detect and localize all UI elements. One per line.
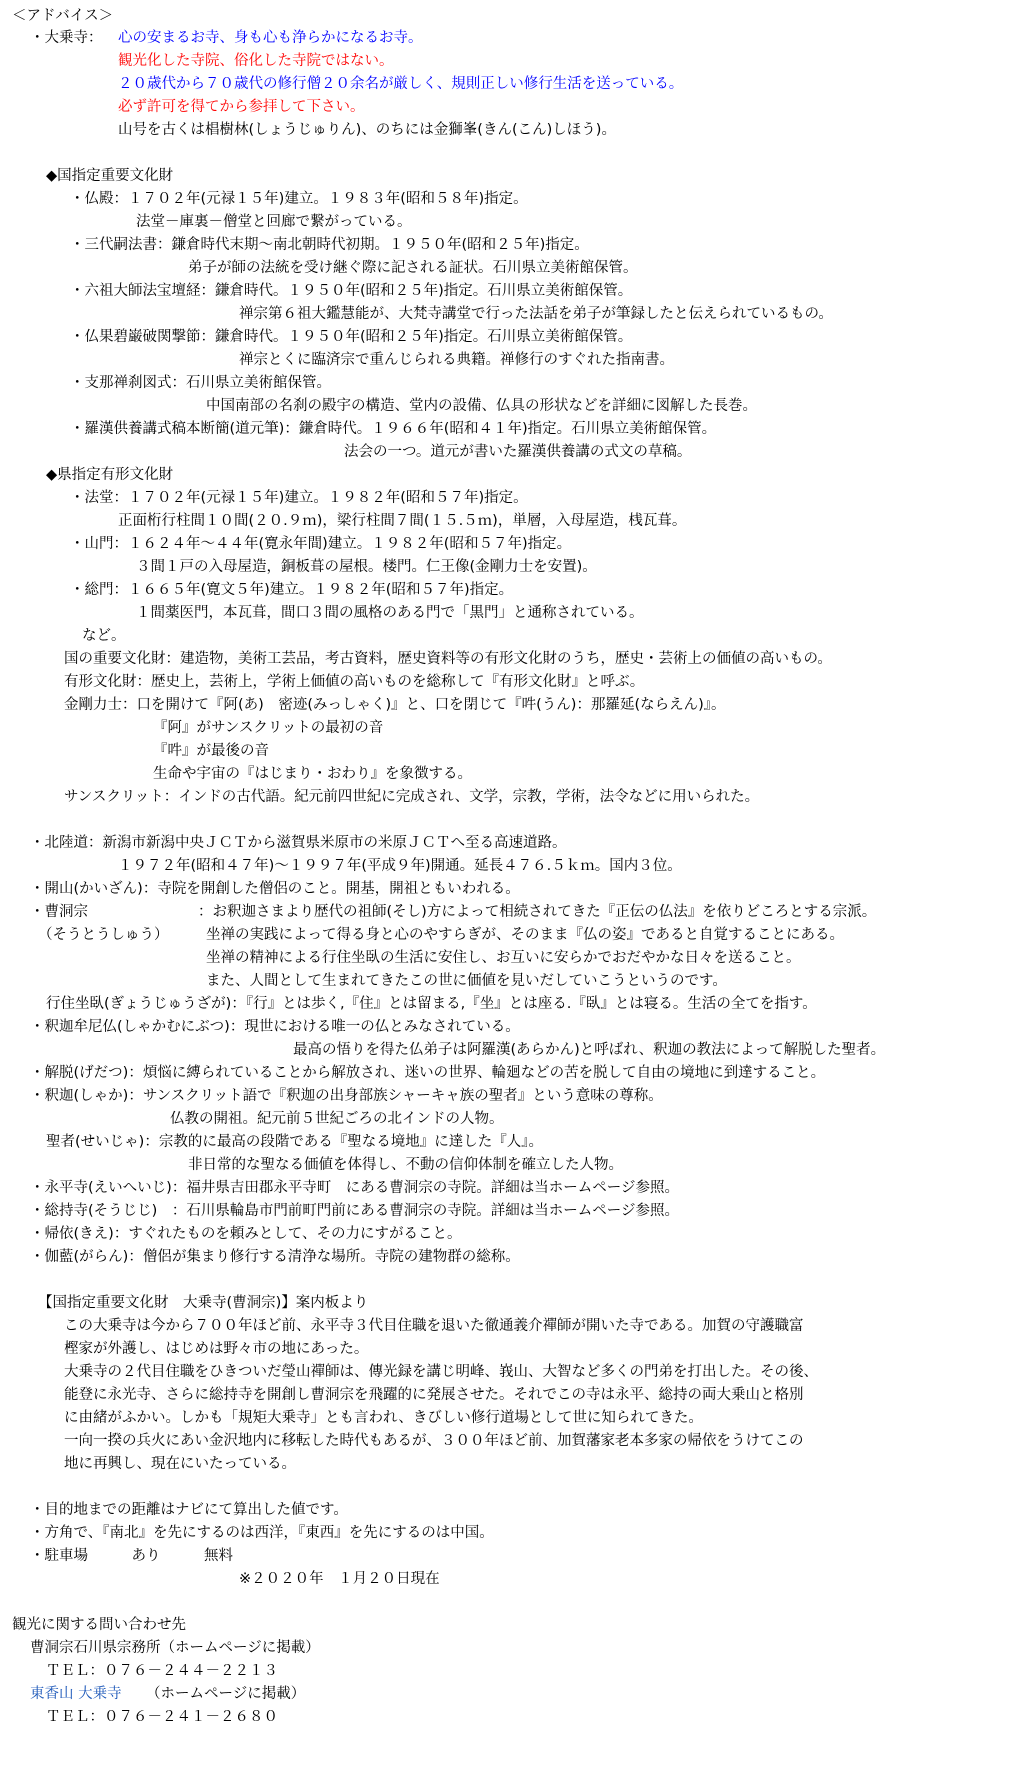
info-board-line: 地に再興し、現在にいたっている。	[64, 1456, 296, 1472]
glossary-entry: 金剛力士：口を開けて『阿(あ) 密迹(みっしゃく)』と、口を閉じて『吽(うん)：那羅延(ならえん)』。	[64, 697, 726, 713]
list-item: ・法堂：１７０２年(元禄１５年)建立。１９８２年(昭和５７年)指定。	[70, 490, 528, 506]
glossary-entry: ・帰依(きえ)：すぐれたものを頼みとして、その力にすがること。	[30, 1226, 462, 1242]
list-item-detail: １間薬医門，本瓦葺，間口３間の風格のある門で「黒門」と通称されている。	[136, 605, 644, 621]
contact-temple-note: （ホームページに掲載）	[146, 1686, 306, 1702]
info-board-line: 能登に永光寺、さらに総持寺を開創し曹洞宗を飛躍的に発展させた。それでこの寺は永平、総持の両大乗山と格別	[64, 1387, 804, 1403]
glossary-entry: 聖者(せいじゃ)：宗教的に最高の段階である『聖なる境地』に達した『人』。	[46, 1134, 544, 1150]
glossary-reading: （そうとうしゅう）	[38, 927, 169, 943]
glossary-detail: 生命や宇宙の『はじまり・おわり』を象徴する。	[153, 766, 472, 782]
info-board-line: に由緒がふかい。しかも「規矩大乗寺」とも言われ、きびしい修行道場として世に知られてきた。	[64, 1410, 703, 1426]
glossary-entry-label: ・曹洞宗	[30, 904, 88, 920]
glossary-entry: 国の重要文化財：建造物，美術工芸品，考古資料，歴史資料等の有形文化財のうち，歴史・芸術上の価値の高いもの。	[64, 651, 832, 667]
glossary-detail: 最高の悟りを得た仏弟子は阿羅漢(あらかん)と呼ばれ、釈迦の教法によって解脱した聖者。	[293, 1042, 886, 1058]
as-of-date: ※２０２０年 １月２０日現在	[239, 1571, 440, 1587]
glossary-detail: １９７２年(昭和４７年)～１９９７年(平成９年)開通。延長４７６.５ｋｍ。国内３位。	[118, 858, 682, 874]
info-board-heading: 【国指定重要文化財 大乗寺(曹洞宗)】案内板より	[38, 1295, 369, 1311]
glossary-entry: 有形文化財：歴史上，芸術上，学術上価値の高いものを総称して『有形文化財』と呼ぶ。	[64, 674, 645, 690]
glossary-entry: ・釈迦牟尼仏(しゃかむにぶつ)：現世における唯一の仏とみなされている。	[30, 1019, 520, 1035]
daijoji-mountain-name: 山号を古くは椙樹林(しょうじゅりん)、のちには金獅峯(きん(こん)しほう)。	[118, 122, 616, 138]
list-item-detail: 禅宗とくに臨済宗で重んじられる典籍。禅修行のすぐれた指南書。	[239, 352, 674, 368]
daijoji-permission-note: 必ず許可を得てから参拝して下さい。	[118, 99, 365, 115]
list-item-detail: 法会の一つ。道元が書いた羅漢供養講の式文の草稿。	[344, 444, 692, 460]
list-item: ・仏果碧巌破関撃節：鎌倉時代。１９５０年(昭和２５年)指定。石川県立美術館保管。	[70, 329, 633, 345]
glossary-detail: ：お釈迦さまより歴代の祖師(そし)方によって相続されてきた『正伝の仏法』を依りどころとする宗派。	[198, 904, 877, 920]
contact-temple-link[interactable]: 東香山 大乗寺	[30, 1686, 122, 1702]
list-item-detail: 正面桁行柱間１０間(２０.９ｍ)，梁行柱間７間(１５.５ｍ)，単層，入母屋造，桟瓦葺。	[118, 513, 687, 529]
advice-heading: ＜アドバイス＞	[12, 8, 114, 24]
info-board-line: 大乗寺の２代目住職をひきついだ瑩山禪師は、傳光録を講じ明峰、峩山、大智など多くの門弟を打出した。その後、	[64, 1364, 818, 1380]
glossary-entry: 行住坐臥(ぎょうじゅうざが)：『行』とは歩く,『住』とは留まる,『坐』とは座る.『臥』とは寝る。生活の全てを指す。	[46, 996, 817, 1012]
glossary-entry: ・伽藍(がらん)：僧侶が集まり修行する清浄な場所。寺院の建物群の総称。	[30, 1249, 520, 1265]
list-item: ・支那禅刹図式：石川県立美術館保管。	[70, 375, 331, 391]
list-item: ・三代嗣法書：鎌倉時代末期～南北朝時代初期。１９５０年(昭和２５年)指定。	[70, 237, 589, 253]
contact-heading: 観光に関する問い合わせ先	[12, 1617, 186, 1633]
national-properties-heading: ◆国指定重要文化財	[46, 168, 174, 184]
list-item-detail: 中国南部の名刹の殿宇の構造、堂内の設備、仏具の形状などを詳細に図解した長巻。	[206, 398, 757, 414]
daijoji-not-tourist-note: 観光化した寺院、俗化した寺院ではない。	[118, 53, 394, 69]
list-item: ・山門：１６２４年～４４年(寛永年間)建立。１９８２年(昭和５７年)指定。	[70, 536, 572, 552]
note-line: ・方角で、『南北』を先にするのは西洋，『東西』を先にするのは中国。	[30, 1525, 494, 1541]
list-item-detail: 法堂－庫裏－僧堂と回廊で繋がっている。	[136, 214, 412, 230]
list-item: ・総門：１６６５年(寛文５年)建立。１９８２年(昭和５７年)指定。	[70, 582, 514, 598]
list-item: ・羅漢供養講式稿本断簡(道元筆)：鎌倉時代。１９６６年(昭和４１年)指定。石川県立美術館保管。	[70, 421, 717, 437]
glossary-detail: 坐禅の精神による行住坐臥の生活に安住し、お互いに安らかでおだやかな日々を送ること。	[206, 950, 801, 966]
daijoji-label: ・大乗寺：	[30, 30, 103, 46]
glossary-entry: ・北陸道：新潟市新潟中央ＪＣＴから滋賀県米原市の米原ＪＣＴへ至る高速道路。	[30, 835, 567, 851]
glossary-detail: 仏教の開祖。紀元前５世紀ごろの北インドの人物。	[170, 1111, 504, 1127]
glossary-entry: ・開山(かいざん)：寺院を開創した僧侶のこと。開基，開祖ともいわれる。	[30, 881, 520, 897]
list-item-detail: 弟子が師の法統を受け継ぐ際に記される証状。石川県立美術館保管。	[188, 260, 638, 276]
contact-office-name: 曹洞宗石川県宗務所（ホームページに掲載）	[30, 1640, 320, 1656]
list-item: ・六祖大師法宝壇経：鎌倉時代。１９５０年(昭和２５年)指定。石川県立美術館保管。	[70, 283, 633, 299]
glossary-entry: ・総持寺(そうじじ) ：石川県輪島市門前町門前にある曹洞宗の寺院。詳細は当ホームページ参照。	[30, 1203, 680, 1219]
glossary-detail: 非日常的な聖なる価値を体得し、不動の信仰体制を確立した人物。	[188, 1157, 623, 1173]
prefectural-properties-heading: ◆県指定有形文化財	[46, 467, 174, 483]
list-item-detail: ３間１戸の入母屋造，銅板葺の屋根。楼門。仁王像(金剛力士を安置)。	[136, 559, 597, 575]
glossary-entry: ・解脱(げだつ)：煩悩に縛られていることから解放され、迷いの世界、輪廻などの苦を脱して自由の境地に到達すること。	[30, 1065, 826, 1081]
glossary-entry: サンスクリット：インドの古代語。紀元前四世紀に完成され、文学，宗教，学術，法令などに用いられた。	[64, 789, 760, 805]
glossary-entry: ・釈迦(しゃか)：サンスクリット語で『釈迦の出身部族シャーキャ族の聖者』という意味の尊称。	[30, 1088, 663, 1104]
contact-temple-tel: ＴＥＬ：０７６－２４１－２６８０	[46, 1709, 278, 1725]
info-board-line: 樫家が外護し、はじめは野々市の地にあった。	[64, 1341, 369, 1357]
list-etc: など。	[82, 628, 126, 644]
glossary-detail: また、人間として生まれてきたこの世に価値を見いだしていこうというのです。	[206, 973, 727, 989]
glossary-detail: 『吽』が最後の音	[153, 743, 269, 759]
daijoji-monks-note: ２０歳代から７０歳代の修行僧２０余名が厳しく、規則正しい修行生活を送っている。	[118, 76, 684, 92]
info-board-line: 一向一揆の兵火にあい金沢地内に移転した時代もあるが、３００年ほど前、加賀藩家老本多家の帰依をうけてこの	[64, 1433, 804, 1449]
parking-line: ・駐車場 あり 無料	[30, 1548, 233, 1564]
list-item: ・仏殿：１７０２年(元禄１５年)建立。１９８３年(昭和５８年)指定。	[70, 191, 528, 207]
glossary-entry: ・永平寺(えいへいじ)：福井県吉田郡永平寺町 にある曹洞宗の寺院。詳細は当ホームページ参照。	[30, 1180, 680, 1196]
daijoji-tagline: 心の安まるお寺、身も心も浄らかになるお寺。	[118, 30, 423, 46]
note-line: ・目的地までの距離はナビにて算出した値です。	[30, 1502, 348, 1518]
glossary-detail: 『阿』がサンスクリットの最初の音	[153, 720, 384, 736]
list-item-detail: 禅宗第６祖大鑑慧能が、大梵寺講堂で行った法話を弟子が筆録したと伝えられているもの。	[239, 306, 833, 322]
info-board-line: この大乗寺は今から７００年ほど前、永平寺３代目住職を退いた徹通義介禪師が開いた寺である。加賀の守護職富	[64, 1318, 804, 1334]
contact-office-tel: ＴＥＬ：０７６－２４４－２２１３	[46, 1663, 278, 1679]
glossary-detail: 坐禅の実践によって得る身と心のやすらぎが、そのまま『仏の姿』であると自覚することにある。	[206, 927, 844, 943]
